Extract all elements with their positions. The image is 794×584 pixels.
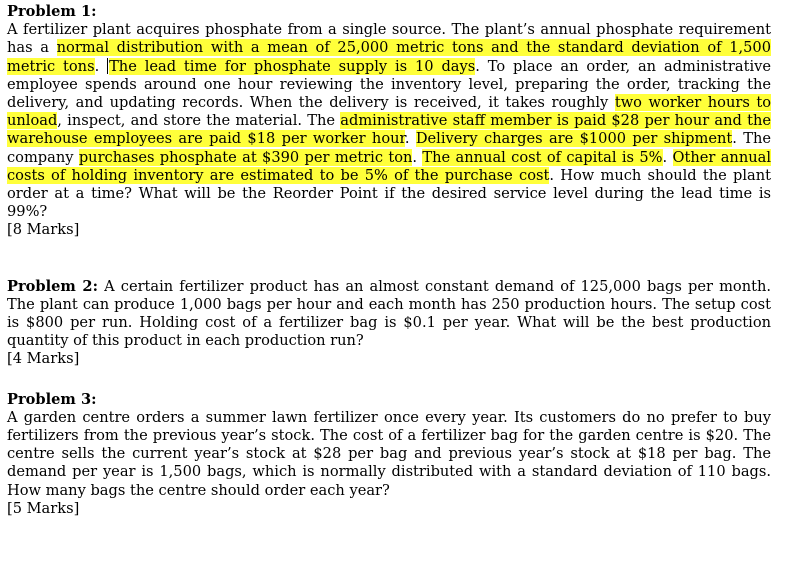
problem-2-heading: Problem 2: (7, 277, 98, 295)
problem-2 (7, 278, 771, 369)
problem-1-text-part: . The company (7, 130, 771, 166)
problem-2-text (7, 278, 771, 350)
problem-3-body: A garden centre orders a summer lawn fertilizer once every year. Its customers do no prefer to buy fertilizers from the previous year’s stock. The cost of a fertilizer bag for the garden centre is $20. The centre sells the current year’s stock at $28 per bag and previous year’s stock at $18 per bag. The demand per year is 1,500 bags, which is normally distributed with a standard deviation of 110 bags. How many bags the centre should order each year? (7, 408, 771, 499)
highlight-capital-cost: The annual cost of capital is 5% (422, 148, 663, 166)
problem-3-heading: Problem 3: (7, 390, 97, 408)
problem-3-marks: [5 Marks] (7, 499, 80, 517)
problem-2-marks: [4 Marks] (7, 350, 80, 368)
problem-1-text-part: . How much should the plant order at a time? What will be the Reorder Point if the desired service level during the lead time is 99%? (7, 166, 771, 221)
highlight-purchase-price: purchases phosphate at $390 per metric ton (78, 148, 413, 166)
problem-1-marks: [8 Marks] (7, 221, 80, 239)
problem-1-text-part: . (404, 130, 416, 148)
problem-1-text (7, 21, 771, 220)
problem-1-text-part: A fertilizer plant acquires phosphate from a single source. The plant’s annual phosphate requirement has a (7, 21, 771, 57)
highlight-holding-cost: Other annual costs of holding inventory are estimated to be 5% of the purchase cost (7, 148, 771, 184)
problem-1-heading: Problem 1: (7, 3, 97, 20)
problem-1-text-part: . (412, 148, 423, 166)
document-page (7, 3, 771, 518)
highlight-demand-distribution: normal distribution with a mean of 25,000 metric tons and the standard deviation of 1,500 metric tons (7, 39, 771, 75)
text-cursor (107, 58, 108, 74)
highlight-unload-hours: two worker hours to unload (7, 94, 771, 130)
highlight-delivery-charges: Delivery charges are $1000 per shipment (415, 130, 733, 148)
problem-3 (7, 391, 771, 518)
highlight-lead-time: The lead time for phosphate supply is 10 days (109, 57, 476, 75)
highlight-wages: administrative staff member is paid $28 per hour and the warehouse employees are paid $18 per worker hour (7, 112, 771, 148)
problem-1-text-part: . (94, 57, 108, 75)
problem-2-body: A certain fertilizer product has an almost constant demand of 125,000 bags per month. The plant can produce 1,000 bags per hour and each month has 250 production hours. The setup cost is $800 per run. Holding cost of a fertilizer bag is $0.1 per year. What will be the best production quantity of this product in each production run? (7, 277, 771, 350)
problem-1-text-part: , inspect, and store the material. The (57, 112, 341, 130)
problem-1 (7, 3, 771, 240)
problem-1-text-part: . To place an order, an administrative employee spends around one hour reviewing the inventory level, preparing the order, tracking the delivery, and updating records. When the delivery is received, it takes roughly (7, 57, 771, 112)
problem-1-text-part: . (662, 148, 673, 166)
